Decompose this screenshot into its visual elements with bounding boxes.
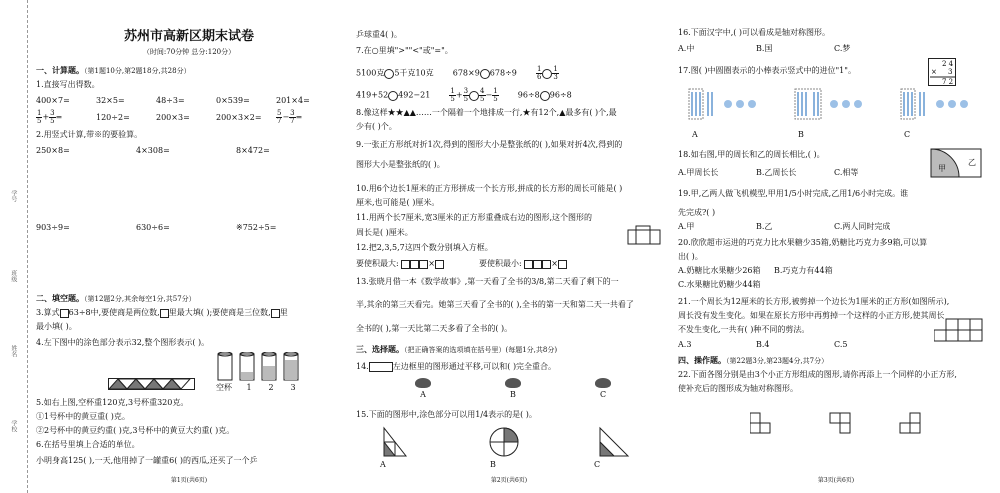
q13-text-3: 全书的( ),第一天比第二天多看了全书的( )。	[356, 324, 513, 333]
q11-text-2: 周长是( )厘米。	[356, 228, 413, 237]
q17-figures	[688, 86, 988, 128]
page-3-footer: 第3页(共6页)	[817, 477, 855, 484]
q7-text: 7.在○里填">""<"或"="。	[356, 46, 453, 55]
svg-text:2 4: 2 4	[942, 60, 954, 68]
q1-prompt: 1.直接写出得数。	[36, 80, 100, 89]
exam-meta: （时间:70分钟 总分:120分）	[142, 48, 236, 56]
q19-options: A.甲 B.乙 C.两人同时完成	[678, 222, 891, 231]
q15-labels: A B C	[380, 460, 601, 469]
page-2-footer: 第2页(共6页)	[490, 477, 528, 484]
q20-text: 20.欣欣超市运进的巧克力比水果糖少35箱,奶糖比巧克力多9箱,可以算	[678, 238, 928, 247]
q13-text: 13.张晓月借一本《数学故事》,第一天看了全书的3/8,第二天看了剩下的一	[356, 277, 619, 286]
q9-text: 9.一张正方形纸对折1次,得到的图形大小是整张纸的( ),如果对折4次,得到的	[356, 140, 623, 149]
q20-options-2: C.水果糖比奶糖少44箱	[678, 280, 761, 289]
q7-row-2: 419+52 492−21 $\frac{1}{5}$ + $\frac{3}{5}$ $\frac{4}{5}$ − $\frac{1}{5}$ 96÷8 96÷8	[356, 87, 572, 103]
q8-text: 8.像这样★★▲▲……一个隔着一个地排成一行,★有12个,▲最多有( )个,最	[356, 108, 617, 117]
q10-text-2: 厘米,也可能是( )厘米。	[356, 198, 440, 207]
page-3	[672, 0, 998, 493]
exam-title: 苏州市高新区期末试卷	[123, 29, 254, 44]
q8-text-2: 少有( )个。	[356, 122, 397, 131]
cups-labels: 空杯 1 2 3	[216, 383, 296, 392]
q18-options: A.甲周长长 B.乙周长长 C.相等	[678, 168, 859, 177]
q15-figures	[374, 426, 654, 458]
student-id-label: 学号	[9, 190, 17, 202]
q13-text-2: 半,其余的第三天看完。她第三天看了全书的( ),全书的第一天和第二天一共看了	[356, 300, 634, 309]
q5a-text: ①1号杯中的黄豆重( )克。	[36, 412, 130, 421]
q10-text: 10.用6个边长1厘米的正方形拼成一个长方形,拼成的长方形的周长可能是( )	[356, 184, 623, 193]
q6a-text: 小明身高125( ),一天,他用掉了一罐重6( )的西瓜,还买了一个乒	[36, 456, 258, 465]
q21-figure	[934, 318, 984, 342]
class-label: 班级	[9, 270, 17, 282]
name-label: 姓名	[9, 345, 17, 357]
q2-row-1: 250×8= 4×308= 8×472=	[36, 146, 270, 155]
q6-continued: 乒球重4( )。	[356, 30, 402, 39]
section-4-heading: 四、操作题。（第22题3分,第23题4分,共7分）	[678, 355, 829, 365]
q14-options: A B C	[378, 378, 662, 399]
svg-text:3: 3	[948, 68, 953, 76]
binding-strip	[0, 0, 28, 493]
q21-text-3: 不发生变化,一共有( )种不同的剪法。	[678, 325, 810, 334]
q1-row-1: 400×7= 32×5= 48÷3= 0×539= 201×4=	[36, 96, 310, 105]
q7-row-1: 5100克 5千克10克 678×9 678÷9 $\frac{1}{6}$ $\frac{1}{3}$	[356, 65, 558, 81]
section-3-heading: 三、选择题。（把正确答案的选项填在括号里）(每题1分,共8分)	[356, 344, 558, 354]
section-1-heading: 一、计算题。（第1题10分,第2题18分,共28分）	[36, 65, 191, 75]
q22-text: 22.下面各图分别是由3个小正方形组成的图形,请你再添上一个同样的小正方形,	[678, 370, 957, 379]
school-label: 学校	[9, 420, 17, 432]
q12-text: 12.把2,3,5,7这四个数分别填入方框。	[356, 243, 493, 252]
q14-text: 14. 左边框里的图形通过平移,可以和( )完全重合。	[356, 362, 557, 371]
q11-text: 11.用两个长7厘米,宽3厘米的正方形重叠成右边的图形,这个图形的	[356, 213, 592, 222]
q2-prompt: 2.用竖式计算,带※的要验算。	[36, 130, 143, 139]
q16-text: 16.下面汉字中,( )可以看成是轴对称图形。	[678, 28, 831, 37]
cups-figure	[214, 352, 304, 382]
triangles-figure	[108, 378, 196, 390]
q18-label-yi: 乙	[968, 158, 976, 167]
q18-text: 18.如右图,甲的周长和乙的周长相比,( )。	[678, 150, 825, 159]
q19-text: 19.甲,乙两人做飞机模型,甲用1/5小时完成,乙用1/6小时完成。谁	[678, 189, 909, 198]
svg-text:7 2: 7 2	[942, 78, 954, 86]
q22-figures	[750, 412, 980, 434]
q2-row-2: 903÷9= 630÷6= ※752÷5=	[36, 223, 277, 232]
page-1	[30, 0, 346, 493]
page-1-footer: 第1页(共6页)	[170, 477, 208, 484]
q5-text: 5.如右上图,空杯重120克,3号杯重320克。	[36, 398, 189, 407]
section-2-heading: 二、填空题。（第12题2分,其余每空1分,共57分）	[36, 293, 196, 303]
q3-text: 3.算式 63÷8中,要使商是两位数, 里最大填( );要使商是三位数, 里	[36, 308, 288, 317]
q18-label-jia: 甲	[938, 164, 946, 173]
q17-text: 17.图( )中圆圈表示的小棒表示竖式中的进位"1"。	[678, 66, 856, 75]
q21-options: A.3 B.4 C.5	[678, 340, 848, 349]
q4-text: 4.左下图中的涂色部分表示32,整个图形表示( )。	[36, 338, 210, 347]
q5b-text: ②2号杯中的黄豆约重( )克,3号杯中的黄豆大约重( )克。	[36, 426, 235, 435]
q19-text-2: 先完成?( )	[678, 208, 716, 217]
page-2	[350, 0, 666, 493]
q20-text-2: 出( )。	[678, 252, 703, 261]
q1-row-2: $\frac{1}{5}$ + $\frac{3}{5}$ = 120÷2= 200×3= 200×3×2= $\frac{5}{7}$ − $\frac{3}{7}$ =	[37, 109, 303, 125]
q17-labels: A B C	[692, 130, 911, 139]
q12-row: 要使积最大: × 要使积最小: ×	[356, 259, 662, 269]
vertical-multiplication	[928, 58, 956, 86]
q21-text: 21.一个周长为12厘米的长方形,被剪掉一个边长为1厘米的正方形(如图所示),	[678, 297, 950, 306]
q20-options: A.奶糖比水果糖少26箱 B.巧克力有44箱	[678, 266, 833, 275]
q6-text: 6.在括号里填上合适的单位。	[36, 440, 140, 449]
q3-text-2: 最小填( )。	[36, 322, 77, 331]
q22-text-2: 使补充后的图形成为轴对称图形。	[678, 384, 798, 393]
svg-text:×: ×	[931, 68, 937, 76]
q21-text-2: 周长没有发生变化。如果在原长方形中再剪掉一个这样的小正方形,使其周长	[678, 311, 945, 320]
q9-text-2: 图形大小是整张纸的( )。	[356, 160, 445, 169]
q15-text: 15.下面的图形中,涂色部分可以用1/4表示的是( )。	[356, 410, 537, 419]
q16-options: A.中 B.国 C.梦	[678, 44, 851, 53]
